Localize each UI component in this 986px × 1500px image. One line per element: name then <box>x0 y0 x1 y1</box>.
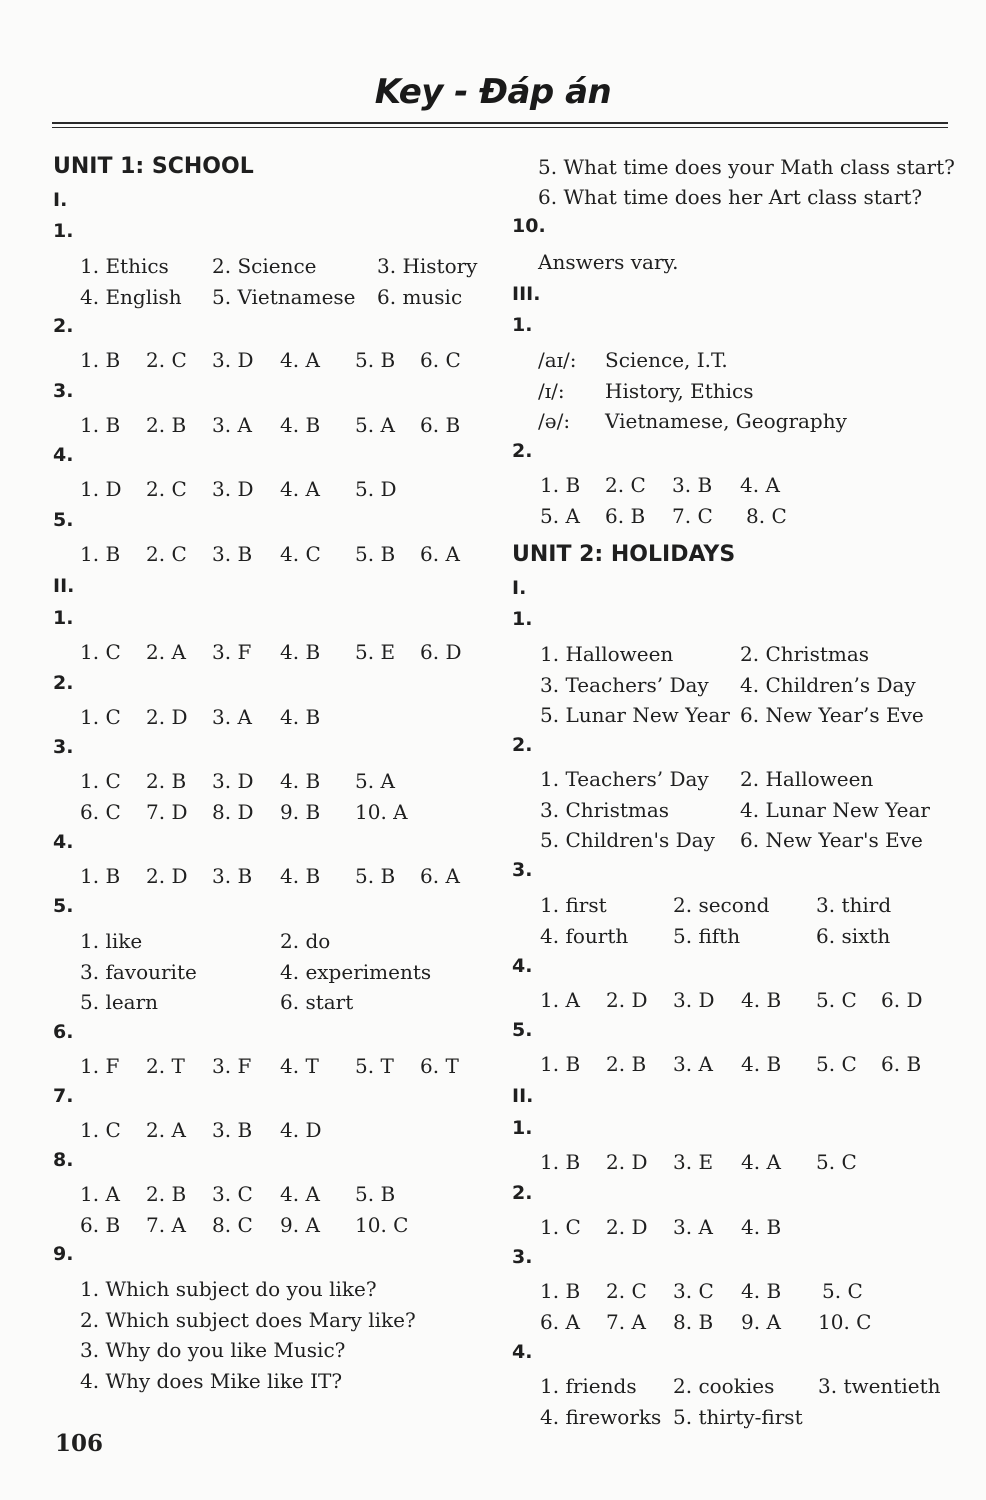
answer-item: 3. D <box>212 348 254 372</box>
answer-item: 3. A <box>212 413 252 437</box>
answer-item: 5. thirty-first <box>673 1405 803 1429</box>
answer-item: 4. D <box>280 1118 322 1142</box>
answer-item: 2. C <box>146 542 187 566</box>
phoneme-label: /ɪ/: <box>538 379 565 403</box>
answer-item: 1. C <box>80 640 121 664</box>
unit2-heading: UNIT 2: HOLIDAYS <box>512 542 736 567</box>
answer-item: 1. B <box>540 473 581 497</box>
answer-item: 6. New Year’s Eve <box>740 703 924 727</box>
answer-item: 5. A <box>540 504 580 528</box>
answer-item: 2. B <box>606 1052 647 1076</box>
phoneme-words: History, Ethics <box>605 379 754 403</box>
question-number: 4. <box>53 444 74 466</box>
answer-sentence: 1. Which subject do you like? <box>80 1277 377 1301</box>
answer-item: 2. T <box>146 1054 185 1078</box>
answer-item: 4. B <box>280 769 321 793</box>
answer-item: 1. C <box>80 769 121 793</box>
answer-item: 4. B <box>741 1279 782 1303</box>
answer-item: 2. do <box>280 929 331 953</box>
answer-item: 6. B <box>80 1213 121 1237</box>
answer-item: 1. B <box>80 542 121 566</box>
section-heading: I. <box>512 577 527 599</box>
unit1-heading: UNIT 1: SCHOOL <box>53 154 254 179</box>
section-heading: III. <box>512 283 541 305</box>
answer-item: 4. experiments <box>280 960 432 984</box>
answer-item: 2. Christmas <box>740 642 870 666</box>
answer-item: 2. C <box>146 477 187 501</box>
answer-item: 5. A <box>355 769 395 793</box>
answer-item: 4. B <box>741 1052 782 1076</box>
answer-item: 1. A <box>540 988 580 1012</box>
answer-item: 5. Vietnamese <box>212 285 356 309</box>
answer-item: 5. C <box>816 988 857 1012</box>
section-heading: II. <box>53 575 75 597</box>
title-rule-thin <box>52 127 948 128</box>
answer-item: 4. T <box>280 1054 319 1078</box>
question-number: 3. <box>53 380 74 402</box>
answer-item: 3. History <box>377 254 478 278</box>
question-number: 4. <box>53 831 74 853</box>
answer-item: 4. fireworks <box>540 1405 662 1429</box>
answer-item: 4. B <box>280 413 321 437</box>
answer-item: 6. A <box>420 542 460 566</box>
question-number: 1. <box>53 607 74 629</box>
answer-item: 6. A <box>420 864 460 888</box>
answer-sentence: 4. Why does Mike like IT? <box>80 1369 343 1393</box>
answer-item: 1. B <box>80 348 121 372</box>
answer-item: 4. B <box>741 988 782 1012</box>
answer-item: 6. D <box>881 988 923 1012</box>
answer-item: 4. A <box>740 473 780 497</box>
answer-sentence: 2. Which subject does Mary like? <box>80 1308 416 1332</box>
answer-item: 3. C <box>212 1182 253 1206</box>
answer-item: 1. B <box>80 864 121 888</box>
answer-item: 4. A <box>280 1182 320 1206</box>
answer-item: 3. F <box>212 1054 252 1078</box>
answer-item: 2. B <box>146 769 187 793</box>
answer-item: 10. A <box>355 800 408 824</box>
answer-item: 5. B <box>355 864 396 888</box>
answer-sentence: 6. What time does her Art class start? <box>538 185 923 209</box>
answer-item: 1. first <box>540 893 607 917</box>
answer-item: 4. A <box>280 477 320 501</box>
answer-item: 3. twentieth <box>818 1374 941 1398</box>
question-number: 2. <box>512 440 533 462</box>
answer-item: 2. D <box>606 1215 648 1239</box>
answer-item: 5. learn <box>80 990 159 1014</box>
answer-item: 6. New Year's Eve <box>740 828 923 852</box>
question-number: 3. <box>512 859 533 881</box>
answer-item: 2. A <box>146 640 186 664</box>
question-number: 2. <box>512 734 533 756</box>
answer-item: 8. C <box>212 1213 253 1237</box>
answer-item: 4. Lunar New Year <box>740 798 930 822</box>
answer-item: 1. F <box>80 1054 120 1078</box>
question-number: 9. <box>53 1243 74 1265</box>
answer-item: 2. D <box>146 864 188 888</box>
answer-item: 1. B <box>80 413 121 437</box>
answer-item: 5. C <box>816 1052 857 1076</box>
answer-item: 1. B <box>540 1150 581 1174</box>
answer-item: 5. B <box>355 348 396 372</box>
answer-item: 5. Lunar New Year <box>540 703 730 727</box>
answer-item: 1. C <box>80 1118 121 1142</box>
answer-item: 8. D <box>212 800 254 824</box>
answer-item: 1. C <box>540 1215 581 1239</box>
answer-item: 5. B <box>355 1182 396 1206</box>
phoneme-words: Vietnamese, Geography <box>605 409 847 433</box>
question-number: 5. <box>53 509 74 531</box>
answer-item: 3. A <box>212 705 252 729</box>
answer-item: 3. C <box>673 1279 714 1303</box>
answer-item: 2. B <box>146 1182 187 1206</box>
answer-sentence: 5. What time does your Math class start? <box>538 155 955 179</box>
answer-item: 3. B <box>672 473 713 497</box>
answer-item: 3. Christmas <box>540 798 670 822</box>
answer-item: 4. A <box>280 348 320 372</box>
question-number: 5. <box>53 895 74 917</box>
answer-item: 2. Halloween <box>740 767 874 791</box>
answer-item: 3. F <box>212 640 252 664</box>
answer-item: 6. sixth <box>816 924 891 948</box>
answer-item: 9. B <box>280 800 321 824</box>
answer-item: 6. C <box>80 800 121 824</box>
answer-item: 3. third <box>816 893 892 917</box>
answer-item: 2. C <box>146 348 187 372</box>
answer-item: 5. fifth <box>673 924 741 948</box>
answer-item: 5. D <box>355 477 397 501</box>
answer-item: 7. A <box>146 1213 186 1237</box>
answer-item: 2. cookies <box>673 1374 775 1398</box>
answer-item: 3. D <box>212 769 254 793</box>
answer-item: 1. B <box>540 1052 581 1076</box>
answer-item: 1. B <box>540 1279 581 1303</box>
page-number: 106 <box>55 1430 104 1457</box>
answer-item: 4. B <box>280 705 321 729</box>
answer-item: 2. D <box>606 988 648 1012</box>
answer-item: 6. T <box>420 1054 459 1078</box>
answer-item: 5. T <box>355 1054 394 1078</box>
answer-item: 2. C <box>606 1279 647 1303</box>
answer-item: 5. E <box>355 640 396 664</box>
answer-item: 1. A <box>80 1182 120 1206</box>
page-title: Key - Đáp án <box>374 72 612 112</box>
answer-item: 4. B <box>280 864 321 888</box>
answer-item: 6. C <box>420 348 461 372</box>
question-number: 5. <box>512 1019 533 1041</box>
title-rule <box>52 122 948 124</box>
question-number: 1. <box>512 314 533 336</box>
question-number: 2. <box>53 672 74 694</box>
answer-item: 8. B <box>673 1310 714 1334</box>
phoneme-label: /ə/: <box>538 409 571 433</box>
answer-item: 4. A <box>741 1150 781 1174</box>
answer-item: 3. B <box>212 864 253 888</box>
question-number: 1. <box>512 1117 533 1139</box>
question-number: 8. <box>53 1149 74 1171</box>
question-number: 10. <box>512 215 546 237</box>
question-number: 4. <box>512 1341 533 1363</box>
answer-item: 10. C <box>818 1310 872 1334</box>
answer-item: 6. B <box>881 1052 922 1076</box>
answer-item: 3. B <box>212 542 253 566</box>
answer-item: 5. B <box>355 542 396 566</box>
answer-item: 2. C <box>605 473 646 497</box>
answer-item: 3. E <box>673 1150 714 1174</box>
answer-item: 6. music <box>377 285 463 309</box>
answer-item: 1. Halloween <box>540 642 674 666</box>
answer-sentence: Answers vary. <box>538 250 679 274</box>
answer-item: 5. A <box>355 413 395 437</box>
answer-item: 6. B <box>605 504 646 528</box>
answer-item: 9. A <box>280 1213 320 1237</box>
answer-item: 3. Teachers’ Day <box>540 673 709 697</box>
answer-item: 2. Science <box>212 254 317 278</box>
answer-item: 3. A <box>673 1215 713 1239</box>
answer-sentence: 3. Why do you like Music? <box>80 1338 346 1362</box>
phoneme-words: Science, I.T. <box>605 348 728 372</box>
section-heading: II. <box>512 1085 534 1107</box>
question-number: 6. <box>53 1021 74 1043</box>
answer-item: 9. A <box>741 1310 781 1334</box>
answer-item: 6. B <box>420 413 461 437</box>
answer-item: 2. second <box>673 893 770 917</box>
phoneme-label: /aɪ/: <box>538 348 577 372</box>
answer-item: 7. D <box>146 800 188 824</box>
answer-item: 8. C <box>746 504 787 528</box>
answer-item: 5. C <box>822 1279 863 1303</box>
answer-item: 1. friends <box>540 1374 637 1398</box>
answer-item: 6. D <box>420 640 462 664</box>
answer-item: 1. D <box>80 477 122 501</box>
answer-item: 10. C <box>355 1213 409 1237</box>
answer-item: 6. start <box>280 990 354 1014</box>
answer-item: 7. C <box>672 504 713 528</box>
answer-item: 6. A <box>540 1310 580 1334</box>
answer-item: 4. fourth <box>540 924 629 948</box>
question-number: 3. <box>53 736 74 758</box>
answer-item: 3. D <box>212 477 254 501</box>
answer-item: 4. Children’s Day <box>740 673 916 697</box>
answer-item: 4. English <box>80 285 182 309</box>
question-number: 1. <box>512 608 533 630</box>
answer-item: 7. A <box>606 1310 646 1334</box>
answer-item: 2. A <box>146 1118 186 1142</box>
answer-item: 1. like <box>80 929 143 953</box>
answer-item: 4. B <box>280 640 321 664</box>
answer-item: 3. favourite <box>80 960 197 984</box>
answer-item: 4. B <box>741 1215 782 1239</box>
question-number: 2. <box>512 1182 533 1204</box>
answer-item: 3. A <box>673 1052 713 1076</box>
question-number: 2. <box>53 315 74 337</box>
question-number: 3. <box>512 1246 533 1268</box>
answer-item: 1. Ethics <box>80 254 169 278</box>
question-number: 1. <box>53 220 74 242</box>
answer-item: 2. D <box>606 1150 648 1174</box>
question-number: 4. <box>512 955 533 977</box>
answer-item: 1. Teachers’ Day <box>540 767 709 791</box>
answer-item: 2. D <box>146 705 188 729</box>
answer-item: 5. Children's Day <box>540 828 715 852</box>
answer-item: 5. C <box>816 1150 857 1174</box>
answer-item: 3. D <box>673 988 715 1012</box>
section-heading: I. <box>53 189 68 211</box>
answer-item: 1. C <box>80 705 121 729</box>
answer-item: 3. B <box>212 1118 253 1142</box>
question-number: 7. <box>53 1085 74 1107</box>
answer-item: 2. B <box>146 413 187 437</box>
answer-item: 4. C <box>280 542 321 566</box>
